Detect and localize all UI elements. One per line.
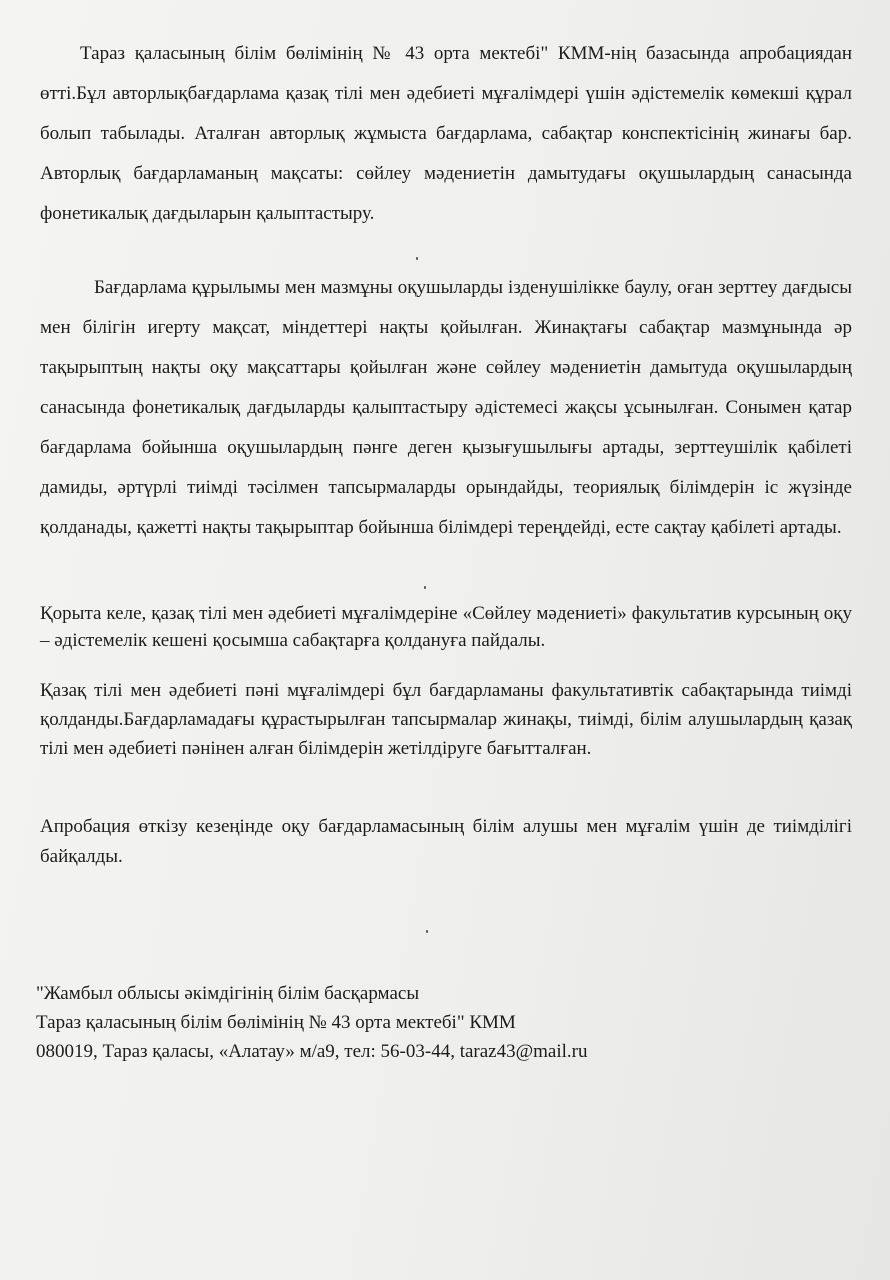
paper-speck	[426, 930, 428, 933]
paper-speck	[416, 257, 418, 260]
paragraph-approbation: Тараз қаласының білім бөлімінің № 43 орта мектебі" КММ-нің базасында апробациядан өтті.Бұл авторлықбағдарлама қазақ тілі мен әдебиеті мұғалімдері үшін әдістемелік көмекші құрал болып табылады. Аталған авторлық жұмыста бағдарлама, сабақтар конспектісінің жинағы бар. Авторлық бағдарламаның мақсаты: сөйлеу мәдениетін дамытудағы оқушылардың санасында фонетикалық дағдыларын қалыптастыру.	[40, 43, 852, 224]
footer-department-line: "Жамбыл облысы әкімдігінің білім басқармасы	[36, 983, 420, 1004]
footer-contact-line: 080019, Тараз қаласы, «Алатау» м/а9, тел: 56-03-44, taraz43@mail.ru	[36, 1041, 588, 1062]
paragraph-teachers-usage: Қазақ тілі мен әдебиеті пәні мұғалімдері бұл бағдарламаны факультативтік сабақтарында тиімді қолданды.Бағдарламадағы құрастырылған тапсырмалар жинақы, тиімді, білім алушылардың қазақ тілі мен әдебиеті пәнінен алған білімдерін жетілдіруге бағытталған.	[40, 680, 852, 759]
paragraph-program-structure: Бағдарлама құрылымы мен мазмұны оқушыларды ізденушілікке баулу, оған зерттеу дағдысы мен білігін игерту мақсат, міндеттері нақты қойылған. Жинақтағы сабақтар мазмұнында әр тақырыптың нақты оқу мақсаттары қойылған және сөйлеу мәдениетін дамытуда оқушылардың санасында фонетикалық дағдыларды қалыптастыру әдістемесі жақсы ұсынылған. Сонымен қатар бағдарлама бойынша оқушылардың пәнге деген қызығушылығы артады, зерттеушілік қабілеті дамиды, әртүрлі тиімді тәсілмен тапсырмаларды орындайды, теориялық білімдерін іс жүзінде қолданады, қажетті нақты тақырыптар бойынша білімдері тереңдейді, есте сақтау қабілеті артады.	[40, 277, 852, 538]
school-address-block	[36, 979, 836, 1066]
paper-speck	[424, 586, 426, 589]
paragraph-approbation-result: Апробация өткізу кезеңінде оқу бағдарламасының білім алушы мен мұғалім үшін де тиімділігі байқалды.	[40, 816, 852, 867]
footer-school-line: Тараз қаласының білім бөлімінің № 43 орта мектебі" КММ	[36, 1012, 516, 1033]
paragraph-conclusion: Қорыта келе, қазақ тілі мен әдебиеті мұғалімдеріне «Сөйлеу мәдениеті» факультатив курсының оқу – әдістемелік кешені қосымша сабақтарға қолдануға пайдалы.	[40, 603, 852, 651]
